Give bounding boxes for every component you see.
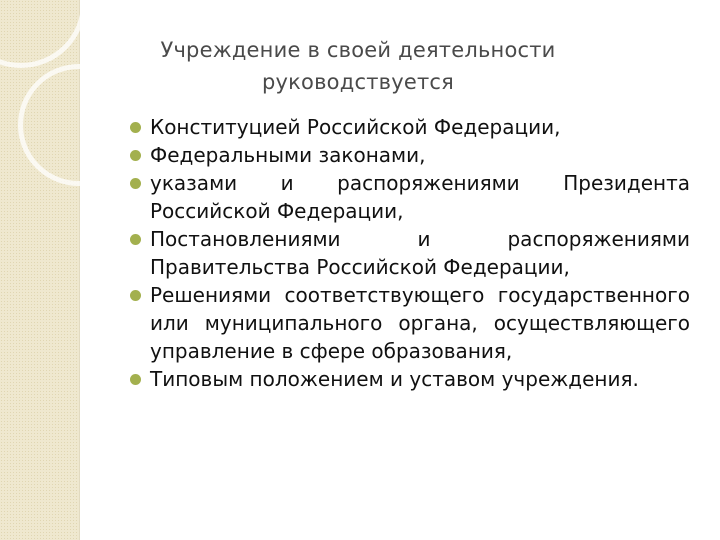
circle-bullet-icon <box>130 150 141 161</box>
decorative-sidebar <box>0 0 80 540</box>
list-item-text: Конституцией Российской Федерации, <box>150 115 561 139</box>
circle-bullet-icon <box>130 178 141 189</box>
list-item <box>130 281 690 365</box>
circle-bullet-icon <box>130 234 141 245</box>
list-item-text: Решениями соответствующего государственного или муниципального органа, осуществляющего управление в сфере образования, <box>150 283 690 363</box>
list-item <box>130 169 690 225</box>
decorative-circle <box>0 0 86 68</box>
list-item <box>130 225 690 281</box>
circle-bullet-icon <box>130 290 141 301</box>
list-item <box>130 141 690 169</box>
list-item <box>130 365 690 393</box>
list-item <box>130 113 690 141</box>
slide-title: Учреждение в своей деятельности руководствуется <box>160 38 556 94</box>
list-item-text: Федеральными законами, <box>150 143 426 167</box>
list-item-text: Постановлениями и распоряжениями Правительства Российской Федерации, <box>150 227 690 279</box>
bullet-list <box>130 113 690 393</box>
list-item-text: Типовым положением и уставом учреждения. <box>150 367 639 391</box>
circle-bullet-icon <box>130 374 141 385</box>
list-item-text: указами и распоряжениями Президента Российской Федерации, <box>150 171 690 223</box>
circle-bullet-icon <box>130 122 141 133</box>
decorative-circle <box>18 64 140 186</box>
